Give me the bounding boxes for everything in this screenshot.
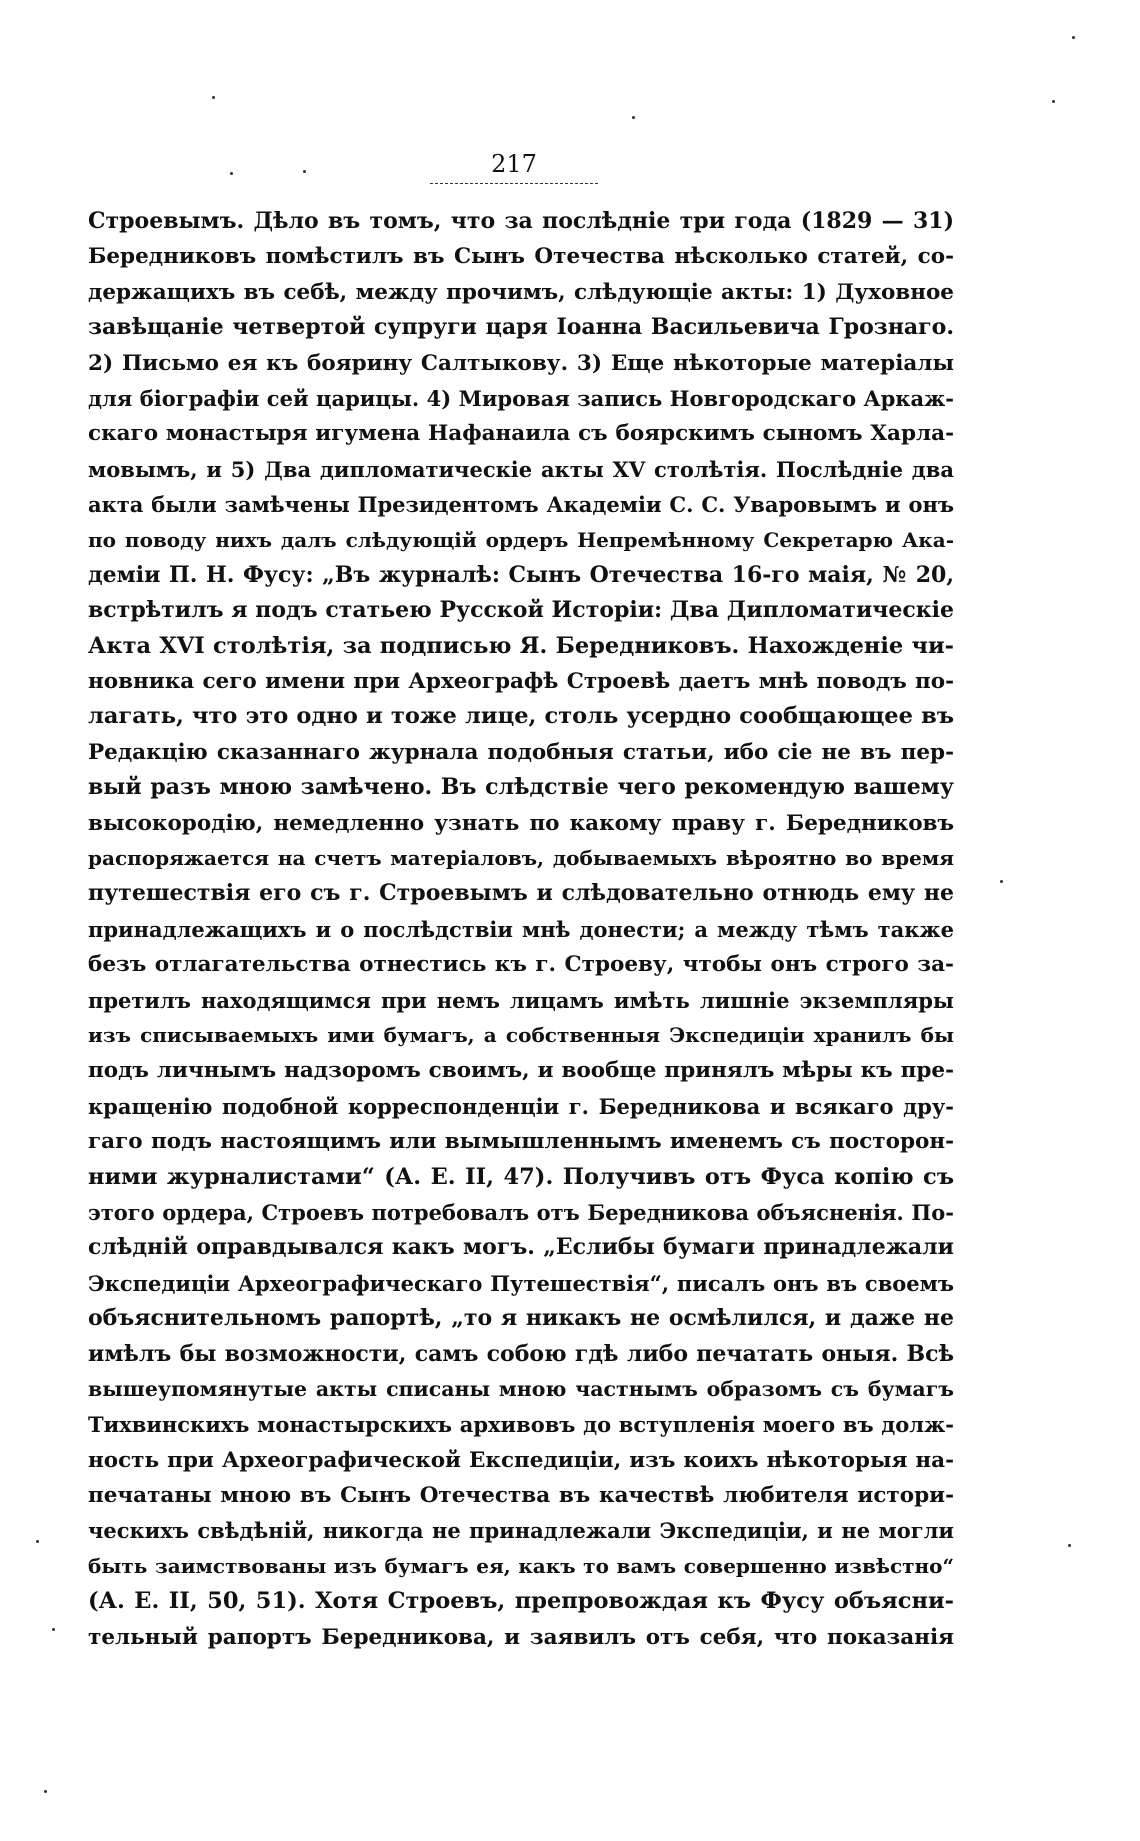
text-line: распоряжается на счетъ матеріаловъ, добываемыхъ вѣроятно во время bbox=[88, 846, 954, 871]
text-line: новника сего имени при Археографѣ Строевѣ даетъ мнѣ поводъ по- bbox=[88, 669, 954, 695]
text-line: ними журналистами“ (А. Е. II, 47). Получивъ отъ Фуса копію съ bbox=[88, 1163, 954, 1190]
text-line: печатаны мною въ Сынъ Отечества въ качествѣ любителя истори- bbox=[88, 1483, 954, 1509]
text-line: высокородію, немедленно узнать по какому праву г. Бередниковъ bbox=[88, 810, 954, 836]
text-line: (А. Е. II, 50, 51). Хотя Строевъ, препровождая къ Фусу объясни- bbox=[88, 1588, 954, 1615]
text-line: Редакцію сказаннаго журнала подобныя статьи, ибо сіе не въ пер- bbox=[88, 739, 954, 765]
scan-speck bbox=[52, 1628, 55, 1631]
text-line: Бередниковъ помѣстилъ въ Сынъ Отечества нѣсколько статей, со- bbox=[88, 244, 954, 270]
text-line: кращенію подобной корреспонденціи г. Бередникова и всякаго дру- bbox=[88, 1093, 954, 1119]
scan-speck bbox=[44, 1790, 47, 1793]
text-line: по поводу нихъ далъ слѣдующій ордеръ Непремѣнному Секретарю Ака- bbox=[88, 527, 954, 552]
scan-speck bbox=[1052, 100, 1055, 103]
scan-speck bbox=[1068, 1544, 1071, 1547]
text-line: быть заимствованы изъ бумагъ ея, какъ то вамъ совершенно извѣстно“ bbox=[88, 1553, 954, 1578]
text-line: принадлежащихъ и о послѣдствіи мнѣ донести; а между тѣмъ также bbox=[88, 916, 954, 942]
text-line: изъ списываемыхъ ими бумагъ, а собственныя Экспедиціи хранилъ бы bbox=[88, 1022, 954, 1047]
text-line: слѣдній оправдывался какъ могъ. „Еслибы бумаги принадлежали bbox=[88, 1234, 954, 1261]
text-line: объяснительномъ рапортѣ, „то я никакъ не осмѣлился, и даже не bbox=[88, 1305, 954, 1332]
scan-speck bbox=[230, 172, 233, 175]
text-line: имѣлъ бы возможности, самъ собою гдѣ либо печатать оныя. Всѣ bbox=[88, 1340, 954, 1367]
text-line: претилъ находящимся при немъ лицамъ имѣть лишніе экземпляры bbox=[88, 987, 954, 1013]
text-line: тельный рапортъ Бередникова, и заявилъ отъ себя, что показанія bbox=[88, 1624, 954, 1650]
text-line: подъ личнымъ надзоромъ своимъ, и вообще принялъ мѣры къ пре- bbox=[88, 1058, 954, 1084]
scan-speck bbox=[1072, 36, 1075, 39]
scan-speck bbox=[36, 1540, 39, 1543]
text-line: гаго подъ настоящимъ или вымышленнымъ именемъ съ посторон- bbox=[88, 1129, 954, 1155]
text-line: ческихъ свѣдѣній, никогда не принадлежали Экспедиціи, и не могли bbox=[88, 1518, 954, 1544]
scan-speck bbox=[212, 96, 215, 99]
scan-speck bbox=[303, 170, 306, 173]
text-line: скаго монастыря игумена Нафанаила съ боярскимъ сыномъ Харла- bbox=[88, 421, 954, 447]
text-line: Экспедиціи Археографическаго Путешествія“, писалъ онъ въ своемъ bbox=[88, 1270, 954, 1296]
scan-speck bbox=[632, 116, 635, 119]
text-line: 2) Письмо ея къ боярину Салтыкову. 3) Еще нѣкоторые матеріалы bbox=[88, 350, 954, 376]
text-line: вышеупомянутые акты списаны мною частнымъ образомъ съ бумагъ bbox=[88, 1376, 954, 1401]
text-line: путешествія его съ г. Строевымъ и слѣдовательно отнюдь ему не bbox=[88, 880, 954, 907]
text-line: лагать, что это одно и тоже лице, столь усердно сообщающее въ bbox=[88, 703, 954, 730]
text-line: этого ордера, Строевъ потребовалъ отъ Бередникова объясненія. По- bbox=[88, 1199, 954, 1225]
text-line: Тихвинскихъ монастырскихъ архивовъ до вступленія моего въ долж- bbox=[88, 1412, 954, 1438]
text-line: держащихъ въ себѣ, между прочимъ, слѣдующіе акты: 1) Духовное bbox=[88, 279, 954, 305]
body-text bbox=[88, 204, 954, 1655]
text-line: акта были замѣчены Президентомъ Академіи С. С. Уваровымъ и онъ bbox=[88, 492, 954, 518]
page-number-rule bbox=[430, 183, 598, 184]
text-line: встрѣтилъ я подъ статьею Русской Исторіи: Два Дипломатическіе bbox=[88, 597, 954, 624]
text-line: мовымъ, и 5) Два дипломатическіе акты XV столѣтія. Послѣдніе два bbox=[88, 456, 954, 482]
scan-speck bbox=[1000, 880, 1003, 883]
text-line: деміи П. Н. Фусу: „Въ журналѣ: Сынъ Отечества 16-го маія, № 20, bbox=[88, 561, 954, 588]
text-line: завѣщаніе четвертой супруги царя Іоанна Васильевича Грознаго. bbox=[88, 314, 954, 341]
page-number: 217 bbox=[491, 150, 537, 178]
text-line: Строевымъ. Дѣло въ томъ, что за послѣдніе три года (1829 — 31) bbox=[88, 208, 954, 234]
text-line: ность при Археографической Експедиціи, изъ коихъ нѣкоторыя на- bbox=[88, 1447, 954, 1473]
text-line: Акта XVI столѣтія, за подписью Я. Бередниковъ. Нахожденіе чи- bbox=[88, 632, 954, 659]
text-line: безъ отлагательства отнестись къ г. Строеву, чтобы онъ строго за- bbox=[88, 952, 954, 978]
text-line: вый разъ мною замѣчено. Въ слѣдствіе чего рекомендую вашему bbox=[88, 774, 954, 801]
text-line: для біографіи сей царицы. 4) Мировая запись Новгородскаго Аркаж- bbox=[88, 385, 954, 411]
